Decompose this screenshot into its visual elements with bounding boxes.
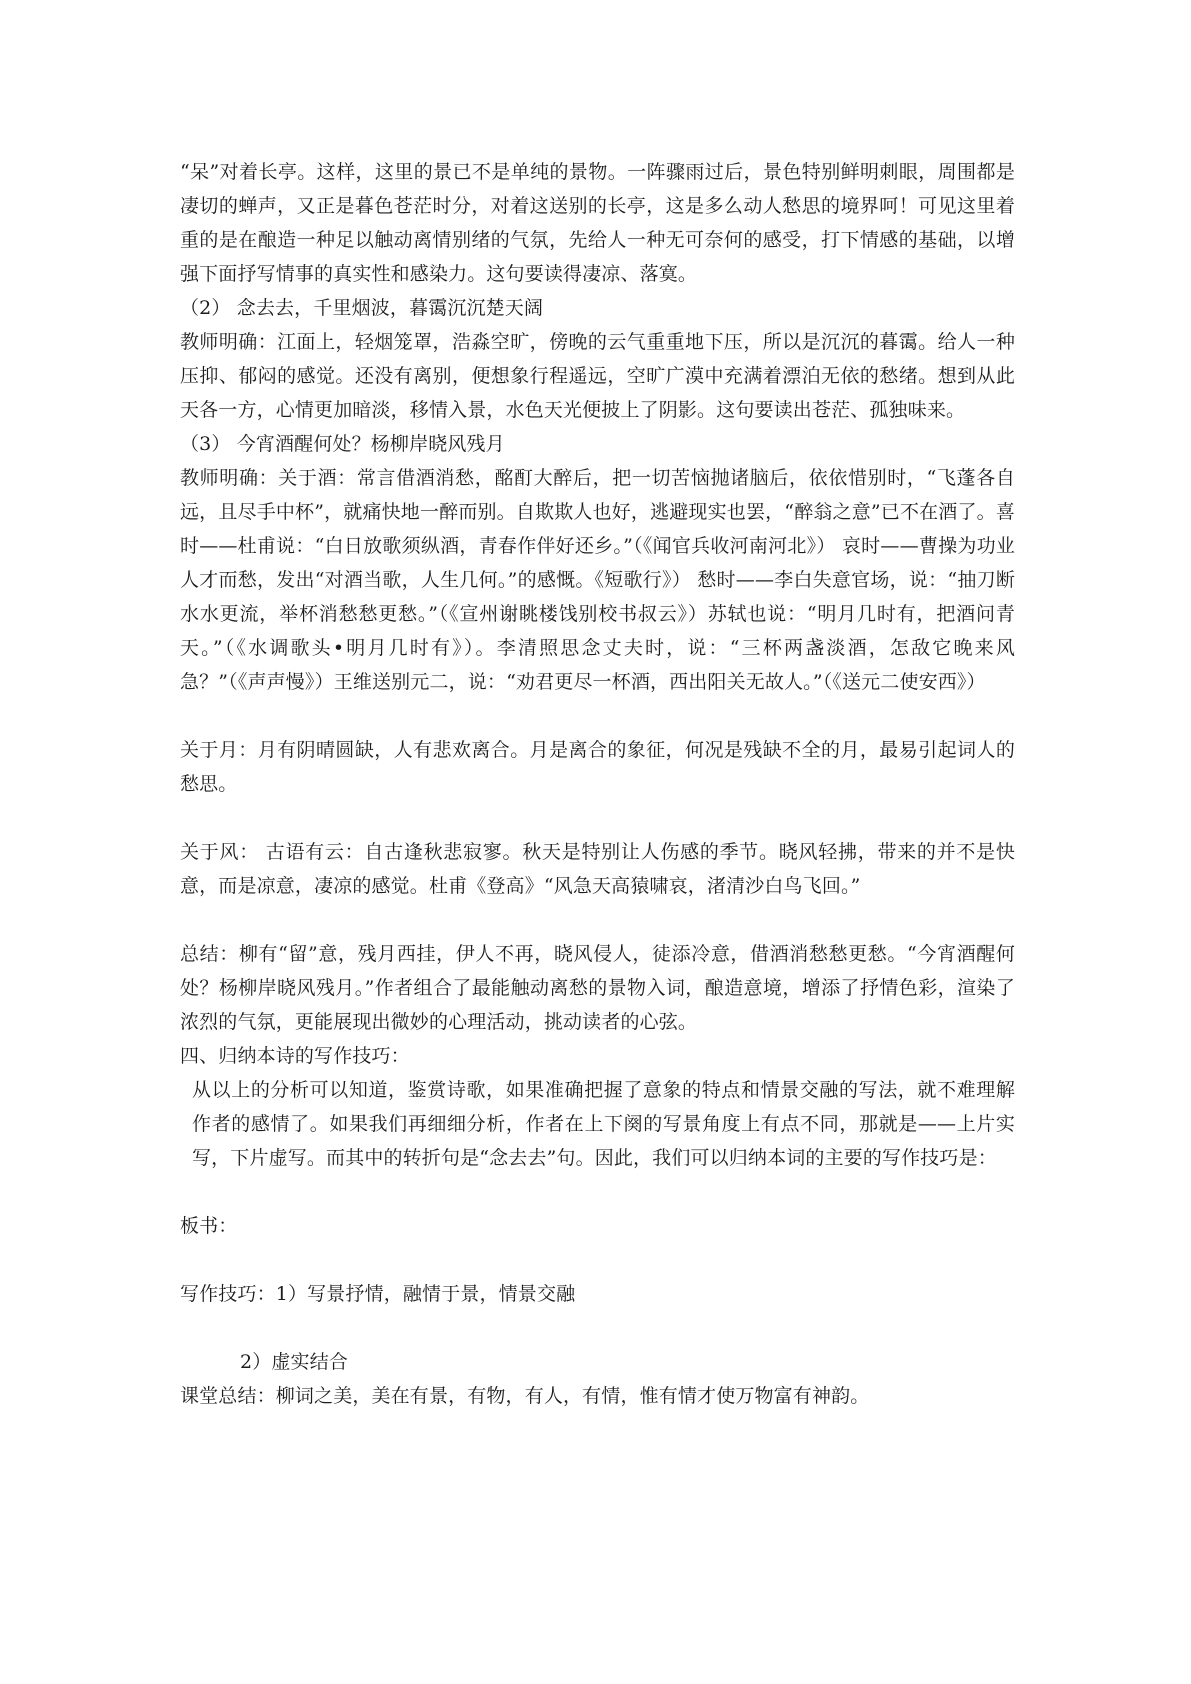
paragraph-teacher-line-3: 教师明确：关于酒：常言借酒消愁，酩酊大醉后，把一切苦恼抛诸脑后，依依惜别时，“飞蓬各自远，且尽手中杯”，就痛快地一醉而别。自欺欺人也好，逃避现实也罢，“醉翁之意”已不在酒了。喜时——杜甫说：“白日放歌须纵酒，青春作伴好还乡。”（《闻官兵收河南河北》） 哀时——曹操为功业人才而愁，发出“对酒当歌，人生几何。”的感慨。《短歌行》） 愁时——李白失意官场，说：“抽刀断水水更流，举杯消愁愁更愁。”（《宣州谢眺楼饯别校书叔云》）苏轼也说：“明月几时有，把酒问青天。”（《水调歌头•明月几时有》）。李清照思念丈夫时，说：“三杯两盏淡酒，怎敌它晚来风急？”（《声声慢》）王维送别元二，说：“劝君更尽一杯酒，西出阳关无故人。”（《送元二使安西》） (180, 467, 1015, 693)
spacer (180, 1311, 1015, 1345)
spacer (180, 1175, 1015, 1209)
technique-item-2: 2）虚实结合 (240, 1351, 348, 1373)
class-summary: 课堂总结：柳词之美，美在有景，有物，有人，有情，惟有情才使万物富有神韵。 (180, 1385, 870, 1407)
paragraph-summary: 总结：柳有“留”意，残月西挂，伊人不再，晓风侵人，徒添冷意，借酒消愁愁更愁。“今宵酒醒何处？杨柳岸晓风残月。”作者组合了最能触动离愁的景物入词，酿造意境，增添了抒情色彩，渲染了浓烈的气氛，更能展现出微妙的心理活动，挑动读者的心弦。 (180, 943, 1015, 1033)
spacer (180, 801, 1015, 835)
paragraph-about-wind: 关于风： 古语有云：自古逢秋悲寂寥。秋天是特别让人伤感的季节。晓风轻拂，带来的并不是快意，而是凉意，凄凉的感觉。杜甫《登高》“风急天高猿啸哀，渚清沙白鸟飞回。” (180, 841, 1015, 897)
heading-line-2: （2） 念去去，千里烟波，暮霭沉沉楚天阔 (180, 297, 544, 319)
technique-item-1: 写作技巧：1）写景抒情，融情于景，情景交融 (180, 1283, 576, 1305)
heading-line-3: （3） 今宵酒醒何处？杨柳岸晓风残月 (180, 433, 505, 455)
heading-section-4: 四、归纳本诗的写作技巧： (180, 1045, 410, 1067)
board-label: 板书： (180, 1215, 238, 1237)
paragraph-writing-technique: 从以上的分析可以知道，鉴赏诗歌，如果准确把握了意象的特点和情景交融的写法，就不难理解作者的感情了。如果我们再细细分析，作者在上下阕的写景角度上有点不同，那就是——上片实写，下片虚写。而其中的转折句是“念去去”句。因此，我们可以归纳本词的主要的写作技巧是： (192, 1079, 1015, 1169)
paragraph-teacher-line-2: 教师明确：江面上，轻烟笼罩，浩淼空旷，傍晚的云气重重地下压，所以是沉沉的暮霭。给人一种压抑、郁闷的感觉。还没有离别，便想象行程遥远，空旷广漠中充满着漂泊无依的愁绪。想到从此天各一方，心情更加暗淡，移情入景，水色天光便披上了阴影。这句要读出苍茫、孤独味来。 (180, 331, 1015, 421)
paragraph-changting: “呆”对着长亭。这样，这里的景已不是单纯的景物。一阵骤雨过后，景色特别鲜明刺眼，周围都是凄切的蝉声，又正是暮色苍茫时分，对着这送别的长亭，这是多么动人愁思的境界呵！可见这里着重的是在酿造一种足以触动离情别绪的气氛，先给人一种无可奈何的感受，打下情感的基础，以增强下面抒写情事的真实性和感染力。这句要读得凄凉、落寞。 (180, 161, 1015, 285)
spacer (180, 903, 1015, 937)
spacer (180, 1243, 1015, 1277)
paragraph-about-moon: 关于月：月有阴晴圆缺，人有悲欢离合。月是离合的象征，何况是残缺不全的月，最易引起词人的愁思。 (180, 739, 1015, 795)
spacer (180, 699, 1015, 733)
document-page (180, 155, 1015, 1413)
